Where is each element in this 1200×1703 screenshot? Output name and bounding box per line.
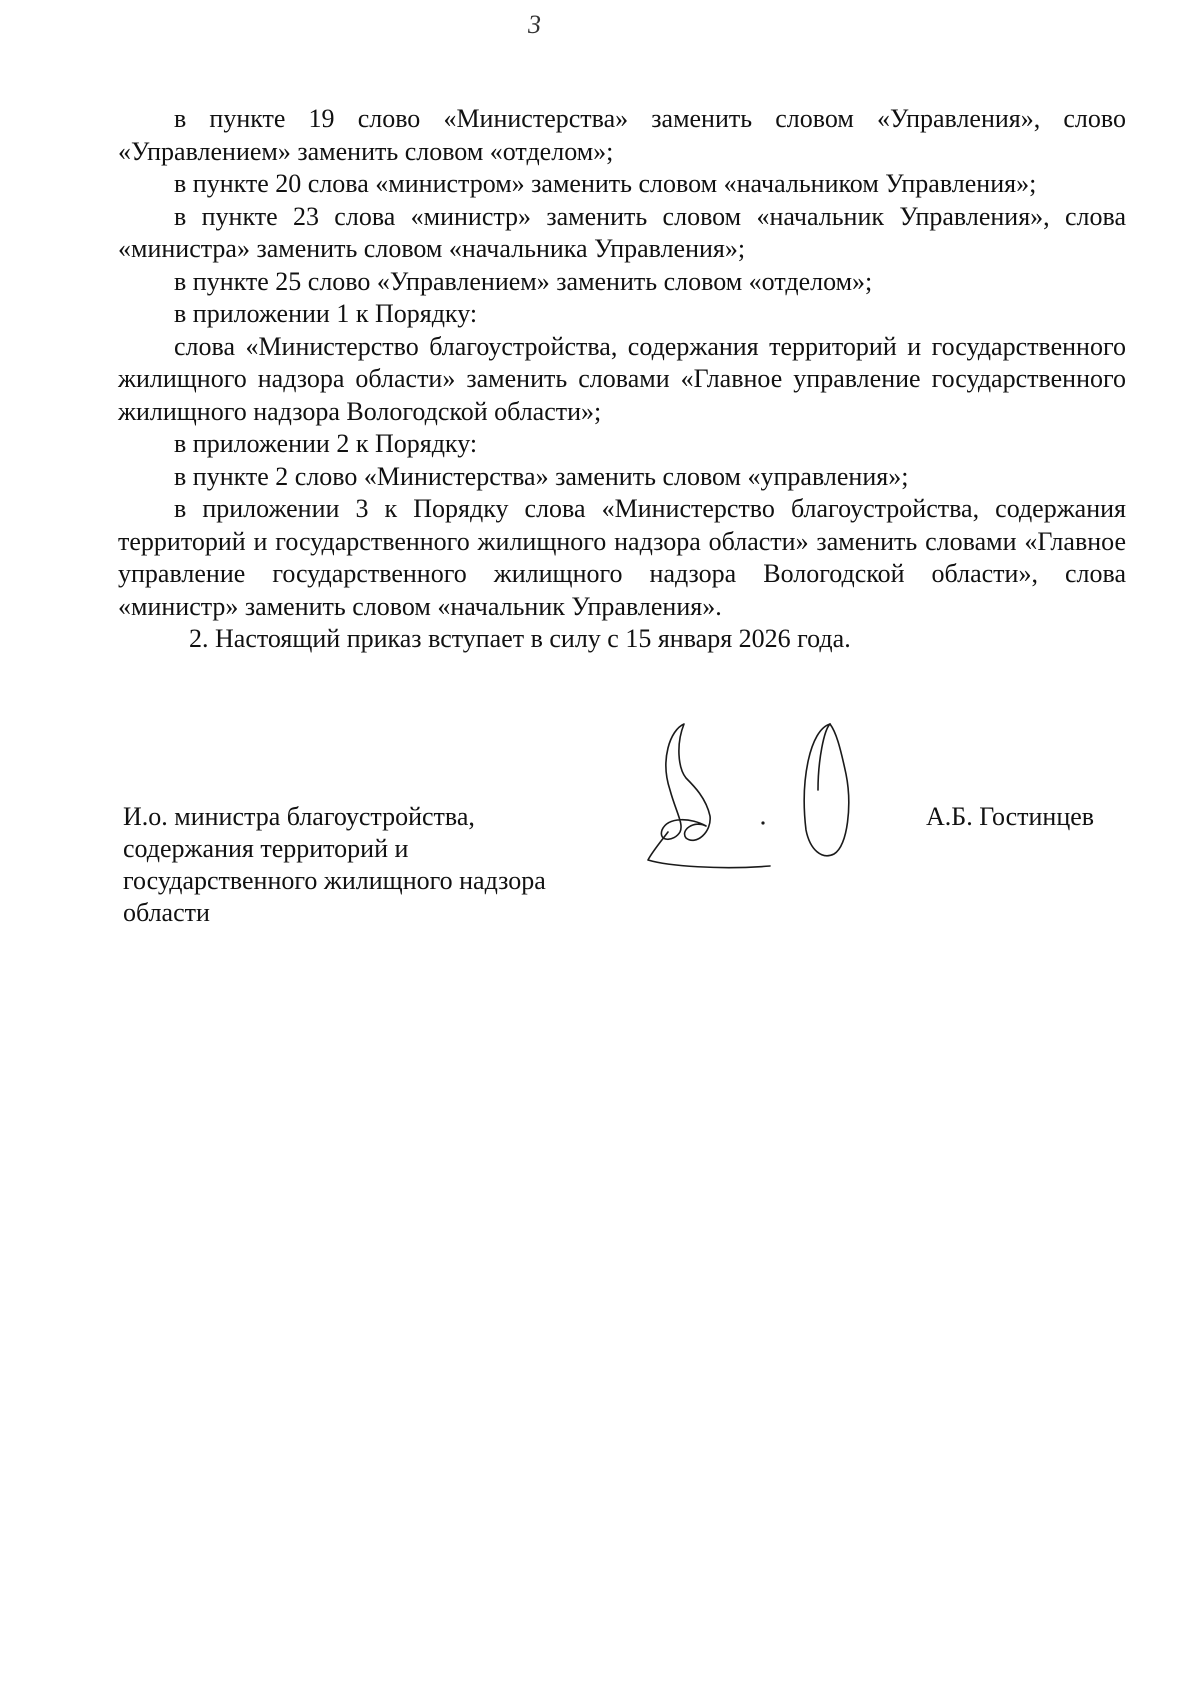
signatory-name: А.Б. Гостинцев — [926, 802, 1095, 831]
paragraph-item-20: в пункте 20 слова «министром» заменить словом «начальником Управления»; — [174, 169, 1037, 198]
paragraph-item-25: в пункте 25 слово «Управлением» заменить словом «отделом»; — [174, 266, 873, 296]
paragraph-appendix-3: в приложении 3 к Порядку слова «Министерство благоустройства, содержания территорий и государственного жилищного надзора области» заменить словами «Главное управление государственного жилищного надзора Вологодской области», слова «министр» заменить словом «начальник Управления». — [118, 494, 1126, 621]
document-body — [118, 103, 1126, 656]
page-number: 3 — [528, 10, 541, 39]
paragraph-item-23: в пункте 23 слова «министр» заменить словом «начальник Управления», слова «министра» заменить словом «начальника Управления»; — [118, 201, 1126, 263]
paragraph-appendix-2-heading: в приложении 2 к Порядку: — [174, 429, 478, 458]
signatory-title-line: области — [123, 898, 210, 927]
signatory-title-line: государственного жилищного надзора — [123, 866, 546, 895]
paragraph-appendix-1-heading: в приложении 1 к Порядку: — [174, 299, 478, 328]
paragraph-item-19: в пункте 19 слово «Министерства» заменить словом «Управления», слово «Управлением» заменить словом «отделом»; — [118, 104, 1126, 166]
signatory-title-line: содержания территорий и — [123, 834, 409, 863]
paragraph-appendix-2-item-2: в пункте 2 слово «Министерства» заменить словом «управления»; — [174, 461, 909, 491]
paragraph-appendix-1-words: слова «Министерство благоустройства, содержания территорий и государственного жилищного надзора области» заменить словами «Главное управление государственного жилищного надзора Вологодской области»; — [118, 331, 1126, 426]
signatory-title-line: И.о. министра благоустройства, — [123, 802, 475, 831]
handwritten-signature — [640, 720, 860, 880]
signatory-title — [123, 801, 546, 929]
paragraph-effective-date: 2. Настоящий приказ вступает в силу с 15 января 2026 года. — [189, 624, 851, 653]
